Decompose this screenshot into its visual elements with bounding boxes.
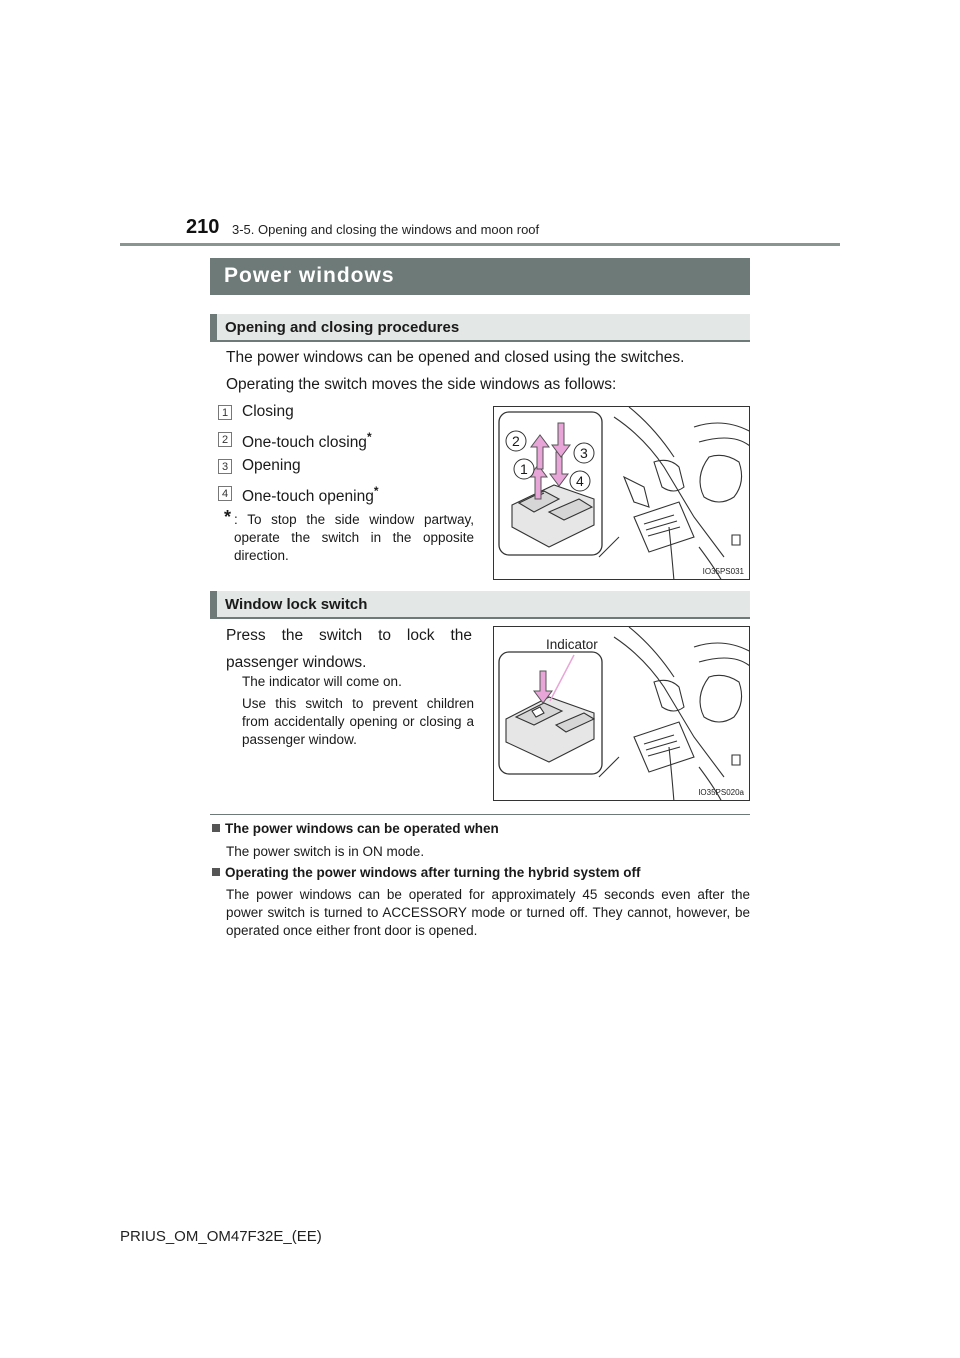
- figure-code: IO35PS020a: [698, 788, 744, 797]
- step-label: One-touch closing: [242, 434, 367, 452]
- bullet-square-icon: [212, 868, 220, 876]
- figure-code: IO35PS031: [702, 567, 744, 576]
- window-lock-figure: [493, 626, 750, 801]
- subheading-rule: [210, 340, 750, 342]
- header-rule: [120, 243, 840, 246]
- window-switch-illustration: [494, 407, 750, 580]
- step-number: 1: [218, 405, 232, 420]
- asterisk-mark: *: [366, 430, 372, 444]
- subheading-rule: [210, 617, 750, 619]
- note-heading-operated-when: [212, 821, 499, 836]
- window-lock-illustration: [494, 627, 750, 801]
- step-label: Closing: [242, 403, 294, 420]
- indicator-label: Indicator: [546, 637, 598, 652]
- step-label: Opening: [242, 457, 301, 474]
- children-safety-note: Use this switch to prevent children from accidentally opening or closing a passenger window.: [242, 696, 474, 747]
- notes-rule: [210, 814, 750, 815]
- intro-text-1: The power windows can be opened and closed using the switches.: [226, 349, 685, 366]
- note-body-after-off: The power windows can be operated for approximately 45 seconds even after the power switch is turned to ACCESSORY mode or turned off. They cannot, however, be operated once either front door is opened.: [226, 887, 750, 938]
- page-number: 210: [186, 216, 220, 238]
- subheading-opening-closing: Opening and closing procedures: [210, 314, 750, 341]
- window-switch-figure: [493, 406, 750, 580]
- note-heading-text: The power windows can be operated when: [225, 821, 499, 836]
- step-number: 3: [218, 459, 232, 474]
- footnote-text: : To stop the side window partway, operate the switch in the opposite direction.: [234, 512, 474, 563]
- indicator-note: The indicator will come on.: [242, 674, 402, 689]
- section-title: Power windows: [210, 258, 750, 295]
- asterisk-mark: *: [373, 484, 379, 498]
- footer-document-code: PRIUS_OM_OM47F32E_(EE): [120, 1228, 322, 1245]
- footnote-mark: *: [224, 507, 232, 527]
- subheading-window-lock: Window lock switch: [210, 591, 750, 618]
- callout-4: 4: [576, 473, 584, 489]
- callout-2: 2: [512, 433, 520, 449]
- intro-text-2: Operating the switch moves the side windows as follows:: [226, 376, 617, 393]
- step-label: One-touch opening: [242, 488, 374, 506]
- callout-1: 1: [520, 461, 528, 477]
- note-heading-text: Operating the power windows after turning the hybrid system off: [225, 865, 641, 880]
- bullet-square-icon: [212, 824, 220, 832]
- note-body-operated-when: The power switch is in ON mode.: [226, 844, 425, 859]
- note-heading-after-off: [212, 865, 641, 880]
- callout-3: 3: [580, 445, 588, 461]
- step-number: 4: [218, 486, 232, 501]
- lock-instruction-text: Press the switch to lock the passenger windows.: [226, 627, 472, 671]
- step-number: 2: [218, 432, 232, 447]
- chapter-title: 3-5. Opening and closing the windows and moon roof: [232, 222, 540, 237]
